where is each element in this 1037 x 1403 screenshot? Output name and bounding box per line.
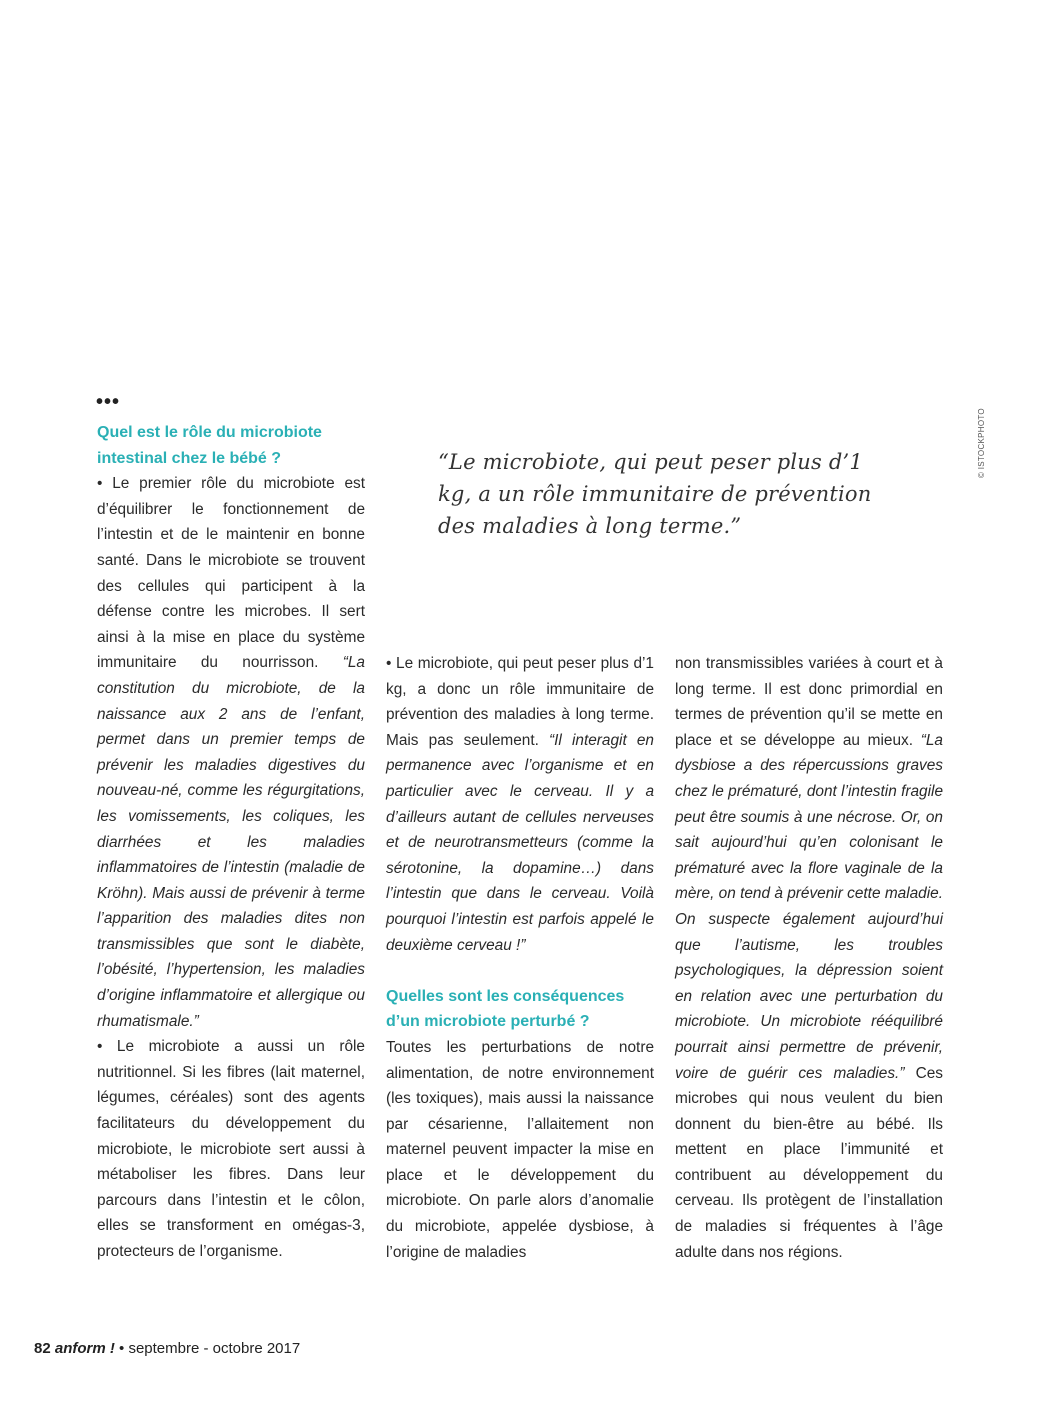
page-footer <box>34 1340 300 1357</box>
article-column-3 <box>675 651 943 1265</box>
section-heading-role: Quel est le rôle du microbiote intestinal chez le bébé ? <box>97 424 322 467</box>
paragraph-text-end: Ces microbes qui nous veulent du bien donnent du bien-être au bébé. Ils mettent en place l’immunité et contribuent au développement du cerveau. Ils protègent de l’installation de maladies si fréquentes à l’âge adulte dans nos régions. <box>675 1064 943 1261</box>
photo-credit <box>963 380 993 480</box>
article-column-2 <box>386 651 654 1265</box>
paragraph-consequences-part2 <box>675 651 943 1265</box>
magazine-name: anform ! <box>54 1340 115 1357</box>
expert-quote: “La constitution du microbiote, de la naissance aux 2 ans de l’enfant, permet dans un premier temps de prévenir les maladies digestives du nouveau-né, comme les régurgitations, les vomissements, les coliques, les diarrhées et les maladies inflammatoires de l’intestin (maladie de Kröhn). Mais aussi de prévenir à terme l’apparition des maladies dites non transmissibles que sont le diabète, l’obésité, l’hypertension, les maladies d’origine inflammatoire et allergique ou rhumatismale.” <box>97 654 365 1030</box>
section-heading-consequences: Quelles sont les conséquences d’un microbiote perturbé ? <box>386 987 625 1031</box>
issue-date: • septembre - octobre 2017 <box>114 1340 301 1357</box>
continuation-dots: ••• <box>96 391 121 413</box>
paragraph-consequences-part1: Toutes les perturbations de notre alimentation, de notre environnement (les toxiques), mais aussi la naissance par césarienne, l’allaitement non maternel peuvent impacter la mise en place et le développement du microbiote. On parle alors d’anomalie du microbiote, appelée dysbiose, à l’origine de maladies <box>386 1038 654 1261</box>
photo-credit-text: © ISTOCKPHOTO <box>977 408 986 478</box>
paragraph-role-immunity <box>97 471 365 1034</box>
expert-quote: “Il interagit en permanence avec l’organisme et en particulier avec le cerveau. Il y a d’ailleurs autant de cellules nerveuses et de neurotransmetteurs (comme la sérotonine, la dopamine…) dans l’intestin que dans le cerveau. Voilà pourquoi l’intestin est parfois appelé le deuxième cerveau !” <box>386 731 654 954</box>
paragraph-text: • Le microbiote, qui peut peser plus d’1 kg, a donc un rôle immunitaire de prévention des maladies à long terme. Mais pas seulement. <box>386 655 654 749</box>
paragraph-text: • Le premier rôle du microbiote est d’équilibrer le fonctionnement de l’intestin et de le maintenir en bonne santé. Dans le microbiote se trouvent des cellules qui participent à la défense contre les microbes. Il sert ainsi à la mise en place du système immunitaire du nourrisson. <box>97 475 365 672</box>
paragraph-role-nutrition: • Le microbiote a aussi un rôle nutritionnel. Si les fibres (lait maternel, légumes, céréales) sont des agents facilitateurs du développement du microbiote, le microbiote sert aussi à métaboliser les fibres. Dans leur parcours dans l’intestin et le côlon, elles se transforment en omégas-3, protecteurs de l’organisme. <box>97 1038 365 1260</box>
expert-quote: “La dysbiose a des répercussions graves chez le prématuré, dont l’intestin fragile peut être soumis à une nécrose. Or, on sait aujourd’hui qu’en colonisant le prématuré avec la flore vaginale de la mère, on tend à prévenir cette maladie. On suspecte également aujourd’hui que l’autisme, les troubles psychologiques, la dépression soient en relation avec une perturbation du microbiote. Un microbiote rééquilibré pourrait ainsi permettre de prévenir, voire de guérir ces maladies.” <box>675 731 943 1082</box>
article-column-1 <box>97 420 365 1265</box>
pull-quote: “Le microbiote, qui peut peser plus d’1 kg, a un rôle immunitaire de prévention des maladies à long terme.” <box>438 450 872 538</box>
paragraph-text: non transmissibles variées à court et à long terme. Il est donc primordial en termes de prévention qu’il se mette en place et se développe au mieux. <box>675 655 943 749</box>
page-number: 82 <box>34 1340 51 1357</box>
paragraph-role-brain <box>386 651 654 958</box>
